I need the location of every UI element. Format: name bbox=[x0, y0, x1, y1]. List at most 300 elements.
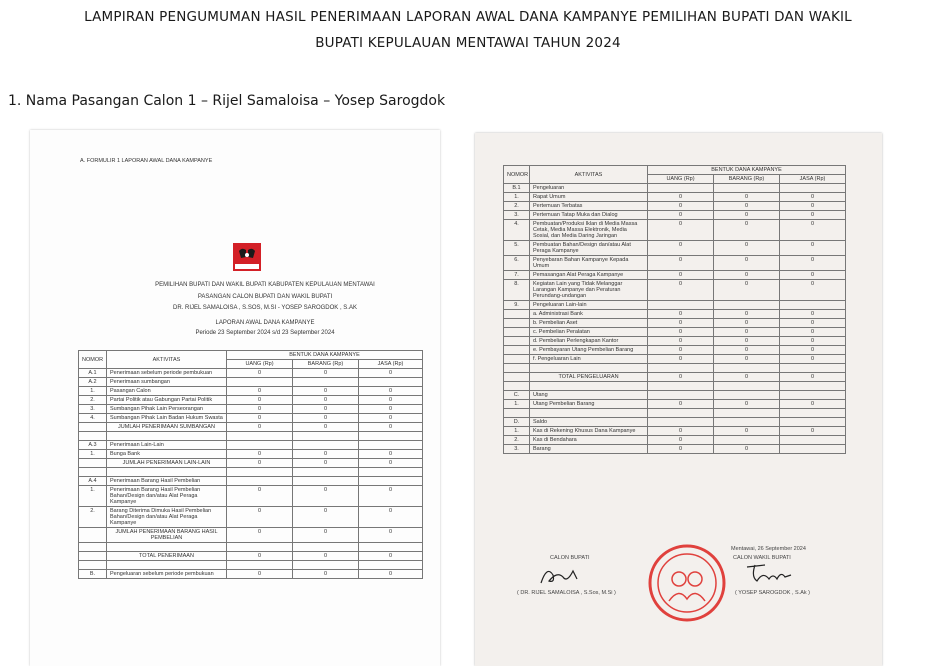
candidate-heading: 1. Nama Pasangan Calon 1 – Rijel Samaloisa – Yosep Sarogdok bbox=[8, 93, 446, 109]
row-number bbox=[504, 382, 530, 391]
row-jasa bbox=[359, 432, 423, 441]
row-barang: 0 bbox=[714, 280, 780, 301]
row-number: 2. bbox=[504, 436, 530, 445]
row-activity: Kas di Bendahara bbox=[530, 436, 648, 445]
row-barang: 0 bbox=[293, 507, 359, 528]
signature-left bbox=[537, 561, 581, 589]
row-jasa bbox=[780, 301, 846, 310]
row-uang: 0 bbox=[648, 373, 714, 382]
row-activity: Penyebaran Bahan Kampanye Kepada Umum bbox=[530, 256, 648, 271]
report-line-5: Periode 23 September 2024 s/d 23 September 2024 bbox=[195, 330, 335, 336]
table-row bbox=[79, 552, 423, 561]
row-barang: 0 bbox=[293, 396, 359, 405]
row-number bbox=[79, 468, 107, 477]
row-uang bbox=[227, 468, 293, 477]
row-barang bbox=[714, 436, 780, 445]
row-number: 8. bbox=[504, 280, 530, 301]
row-barang bbox=[714, 418, 780, 427]
row-number: 5. bbox=[504, 241, 530, 256]
row-jasa: 0 bbox=[359, 387, 423, 396]
row-number bbox=[79, 552, 107, 561]
row-uang: 0 bbox=[227, 528, 293, 543]
row-jasa: 0 bbox=[780, 373, 846, 382]
row-barang: 0 bbox=[714, 445, 780, 454]
row-barang bbox=[293, 378, 359, 387]
row-jasa: 0 bbox=[780, 427, 846, 436]
row-activity: Penerimaan sebelum periode pembukuan bbox=[107, 369, 227, 378]
table-row bbox=[79, 405, 423, 414]
row-number bbox=[79, 423, 107, 432]
row-uang: 0 bbox=[227, 552, 293, 561]
table-row bbox=[504, 202, 846, 211]
row-jasa: 0 bbox=[780, 271, 846, 280]
row-uang bbox=[227, 543, 293, 552]
row-jasa bbox=[359, 543, 423, 552]
row-activity: Barang Diterima Dimuka Hasil Pembelian Bahan/Design dan/atau Alat Peraga Kampanye bbox=[107, 507, 227, 528]
row-activity bbox=[107, 561, 227, 570]
row-number: A.2 bbox=[79, 378, 107, 387]
table-row bbox=[79, 570, 423, 579]
row-barang bbox=[293, 543, 359, 552]
row-uang: 0 bbox=[648, 328, 714, 337]
col-nomor: NOMOR bbox=[79, 351, 107, 369]
table-row bbox=[504, 193, 846, 202]
table-row bbox=[504, 355, 846, 364]
row-number: A.1 bbox=[79, 369, 107, 378]
sign-left-title: CALON BUPATI bbox=[550, 555, 590, 561]
row-uang bbox=[227, 432, 293, 441]
row-jasa bbox=[780, 364, 846, 373]
row-number: 1. bbox=[79, 486, 107, 507]
row-number bbox=[504, 328, 530, 337]
table-row bbox=[79, 477, 423, 486]
row-activity: JUMLAH PENERIMAAN SUMBANGAN bbox=[107, 423, 227, 432]
row-uang: 0 bbox=[648, 436, 714, 445]
row-number: 1. bbox=[504, 193, 530, 202]
row-barang: 0 bbox=[293, 570, 359, 579]
row-activity: e. Pembayaran Utang Pembelian Barang bbox=[530, 346, 648, 355]
table-row bbox=[79, 432, 423, 441]
table-row bbox=[504, 436, 846, 445]
row-barang: 0 bbox=[293, 423, 359, 432]
table-row bbox=[79, 543, 423, 552]
row-activity: Kas di Rekening Khusus Dana Kampanye bbox=[530, 427, 648, 436]
col-barang: BARANG (Rp) bbox=[293, 360, 359, 369]
table-row bbox=[504, 382, 846, 391]
row-activity bbox=[530, 364, 648, 373]
row-number bbox=[79, 543, 107, 552]
row-number: 3. bbox=[504, 445, 530, 454]
row-activity: Penerimaan Barang Hasil Pembelian Bahan/Design dan/atau Alat Peraga Kampanye bbox=[107, 486, 227, 507]
row-jasa: 0 bbox=[780, 310, 846, 319]
row-barang: 0 bbox=[293, 369, 359, 378]
table-row bbox=[504, 391, 846, 400]
row-uang: 0 bbox=[227, 507, 293, 528]
table-row bbox=[79, 468, 423, 477]
row-barang: 0 bbox=[293, 405, 359, 414]
row-number: 1. bbox=[504, 400, 530, 409]
row-uang bbox=[227, 477, 293, 486]
row-number: 9. bbox=[504, 301, 530, 310]
row-jasa: 0 bbox=[780, 319, 846, 328]
row-activity bbox=[107, 432, 227, 441]
row-uang: 0 bbox=[227, 387, 293, 396]
row-barang bbox=[714, 364, 780, 373]
row-barang bbox=[714, 301, 780, 310]
row-uang bbox=[648, 301, 714, 310]
col-uang: UANG (Rp) bbox=[648, 175, 714, 184]
row-uang: 0 bbox=[648, 427, 714, 436]
row-barang: 0 bbox=[714, 241, 780, 256]
row-activity bbox=[530, 409, 648, 418]
table-row bbox=[504, 241, 846, 256]
row-jasa bbox=[780, 382, 846, 391]
col-uang: UANG (Rp) bbox=[227, 360, 293, 369]
row-jasa: 0 bbox=[359, 459, 423, 468]
row-activity: d. Pembelian Perlengkapan Kantor bbox=[530, 337, 648, 346]
row-uang: 0 bbox=[227, 405, 293, 414]
row-uang bbox=[648, 382, 714, 391]
row-uang bbox=[227, 441, 293, 450]
row-jasa bbox=[780, 445, 846, 454]
row-uang: 0 bbox=[648, 319, 714, 328]
table-row bbox=[79, 441, 423, 450]
row-jasa: 0 bbox=[780, 346, 846, 355]
row-barang: 0 bbox=[714, 256, 780, 271]
row-number: C. bbox=[504, 391, 530, 400]
row-activity: Sumbangan Pihak Lain Perseorangan bbox=[107, 405, 227, 414]
row-jasa: 0 bbox=[780, 328, 846, 337]
row-uang bbox=[648, 391, 714, 400]
table-row bbox=[504, 409, 846, 418]
row-barang: 0 bbox=[714, 337, 780, 346]
report-line-1: PEMILIHAN BUPATI DAN WAKIL BUPATI KABUPATEN KEPULAUAN MENTAWAI bbox=[155, 282, 375, 288]
title-line-1: LAMPIRAN PENGUMUMAN HASIL PENERIMAAN LAPORAN AWAL DANA KAMPANYE PEMILIHAN BUPATI DAN WAKIL bbox=[84, 9, 852, 25]
row-number: B. bbox=[79, 570, 107, 579]
table-row bbox=[504, 301, 846, 310]
row-activity: JUMLAH PENERIMAAN LAIN-LAIN bbox=[107, 459, 227, 468]
table-row bbox=[504, 346, 846, 355]
row-number: 2. bbox=[79, 396, 107, 405]
row-activity bbox=[107, 543, 227, 552]
row-barang bbox=[293, 477, 359, 486]
row-jasa bbox=[780, 184, 846, 193]
row-barang: 0 bbox=[293, 486, 359, 507]
row-activity: Pertemuan Terbatas bbox=[530, 202, 648, 211]
table-row bbox=[504, 280, 846, 301]
title-line-2: BUPATI KEPULAUAN MENTAWAI TAHUN 2024 bbox=[315, 35, 621, 51]
table-row bbox=[504, 364, 846, 373]
row-uang bbox=[648, 409, 714, 418]
row-jasa bbox=[780, 409, 846, 418]
col-nomor: NOMOR bbox=[504, 166, 530, 184]
row-jasa: 0 bbox=[359, 369, 423, 378]
sign-right-title: CALON WAKIL BUPATI bbox=[733, 555, 791, 561]
row-barang: 0 bbox=[293, 459, 359, 468]
row-number bbox=[79, 432, 107, 441]
row-activity: Pemasangan Alat Peraga Kampanye bbox=[530, 271, 648, 280]
row-number bbox=[504, 346, 530, 355]
row-activity: c. Pembelian Peralatan bbox=[530, 328, 648, 337]
row-jasa bbox=[359, 561, 423, 570]
row-jasa: 0 bbox=[359, 486, 423, 507]
row-barang bbox=[293, 468, 359, 477]
table-row bbox=[79, 378, 423, 387]
table-row bbox=[504, 271, 846, 280]
report-line-2: PASANGAN CALON BUPATI DAN WAKIL BUPATI bbox=[197, 294, 333, 300]
row-barang bbox=[293, 432, 359, 441]
row-activity: b. Pembelian Aset bbox=[530, 319, 648, 328]
row-jasa: 0 bbox=[359, 414, 423, 423]
row-barang bbox=[293, 441, 359, 450]
table-row bbox=[79, 528, 423, 543]
table-row bbox=[79, 396, 423, 405]
table-row bbox=[504, 445, 846, 454]
row-jasa: 0 bbox=[780, 280, 846, 301]
row-activity: a. Administrasi Bank bbox=[530, 310, 648, 319]
row-uang: 0 bbox=[227, 570, 293, 579]
row-number bbox=[504, 319, 530, 328]
report-line-4: LAPORAN AWAL DANA KAMPANYE bbox=[215, 320, 315, 326]
row-activity: Rapat Umum bbox=[530, 193, 648, 202]
right-report-page bbox=[475, 133, 882, 666]
receipts-table bbox=[78, 350, 423, 579]
official-stamp-icon bbox=[647, 543, 727, 623]
col-aktivitas: AKTIVITAS bbox=[530, 166, 648, 184]
col-bentuk: BENTUK DANA KAMPANYE bbox=[648, 166, 846, 175]
row-barang: 0 bbox=[293, 528, 359, 543]
row-uang: 0 bbox=[227, 414, 293, 423]
row-activity bbox=[107, 468, 227, 477]
table-row bbox=[504, 256, 846, 271]
row-jasa bbox=[359, 378, 423, 387]
form-header: A. FORMULIR 1 LAPORAN AWAL DANA KAMPANYE bbox=[80, 158, 213, 164]
row-barang: 0 bbox=[714, 220, 780, 241]
row-number: 2. bbox=[79, 507, 107, 528]
row-number bbox=[504, 355, 530, 364]
row-activity: JUMLAH PENERIMAAN BARANG HASIL PEMBELIAN bbox=[107, 528, 227, 543]
row-jasa: 0 bbox=[780, 202, 846, 211]
row-jasa: 0 bbox=[780, 220, 846, 241]
row-activity: Pengeluaran sebelum periode pembukuan bbox=[107, 570, 227, 579]
row-number bbox=[79, 528, 107, 543]
row-jasa bbox=[780, 418, 846, 427]
row-number: 1. bbox=[79, 450, 107, 459]
row-barang: 0 bbox=[714, 202, 780, 211]
table-row bbox=[79, 423, 423, 432]
row-number bbox=[504, 373, 530, 382]
row-number: 3. bbox=[504, 211, 530, 220]
table-row bbox=[504, 220, 846, 241]
row-jasa: 0 bbox=[359, 552, 423, 561]
row-number: 6. bbox=[504, 256, 530, 271]
row-jasa: 0 bbox=[359, 405, 423, 414]
row-activity: Utang bbox=[530, 391, 648, 400]
row-barang: 0 bbox=[714, 328, 780, 337]
table-row bbox=[504, 418, 846, 427]
row-jasa: 0 bbox=[359, 423, 423, 432]
row-activity: Utang Pembelian Barang bbox=[530, 400, 648, 409]
table-row bbox=[79, 486, 423, 507]
row-activity: Pasangan Calon bbox=[107, 387, 227, 396]
table-row bbox=[504, 427, 846, 436]
report-line-3: DR. RIJEL SAMALOISA , S.SOS, M.SI - YOSEP SAROGDOK , S.AK bbox=[173, 305, 357, 311]
col-aktivitas: AKTIVITAS bbox=[107, 351, 227, 369]
row-activity: Penerimaan Barang Hasil Pembelian bbox=[107, 477, 227, 486]
row-uang: 0 bbox=[648, 445, 714, 454]
row-number bbox=[504, 364, 530, 373]
row-activity: Pengeluaran Lain-lain bbox=[530, 301, 648, 310]
row-barang: 0 bbox=[714, 427, 780, 436]
row-jasa bbox=[359, 441, 423, 450]
row-activity: Pembuatan/Produksi Iklan di Media Massa Cetak, Media Massa Elektronik, Media Sosial, dan Media Daring Jaringan bbox=[530, 220, 648, 241]
table-row bbox=[504, 337, 846, 346]
row-uang: 0 bbox=[227, 486, 293, 507]
row-uang: 0 bbox=[648, 211, 714, 220]
row-number bbox=[79, 561, 107, 570]
row-uang: 0 bbox=[648, 256, 714, 271]
col-barang: BARANG (Rp) bbox=[714, 175, 780, 184]
col-jasa: JASA (Rp) bbox=[359, 360, 423, 369]
row-activity: Penerimaan sumbangan bbox=[107, 378, 227, 387]
row-uang: 0 bbox=[648, 346, 714, 355]
row-activity: Barang bbox=[530, 445, 648, 454]
row-number: 1. bbox=[504, 427, 530, 436]
row-barang: 0 bbox=[714, 193, 780, 202]
row-jasa: 0 bbox=[780, 355, 846, 364]
row-barang bbox=[714, 184, 780, 193]
row-jasa bbox=[359, 477, 423, 486]
row-uang: 0 bbox=[648, 355, 714, 364]
table-row bbox=[79, 561, 423, 570]
table-row bbox=[504, 319, 846, 328]
row-barang: 0 bbox=[714, 373, 780, 382]
row-barang: 0 bbox=[293, 387, 359, 396]
row-activity: Partai Politik atau Gabungan Partai Politik bbox=[107, 396, 227, 405]
row-barang: 0 bbox=[714, 355, 780, 364]
row-uang bbox=[227, 378, 293, 387]
row-uang bbox=[648, 184, 714, 193]
sign-left-name: ( DR. RIJEL SAMALOISA , S.Sos, M.Si ) bbox=[517, 590, 616, 596]
row-jasa: 0 bbox=[359, 396, 423, 405]
expenditures-table bbox=[503, 165, 846, 454]
row-activity: Pembuatan Bahan/Design dan/atau Alat Peraga Kampanye bbox=[530, 241, 648, 256]
row-activity bbox=[530, 382, 648, 391]
row-number bbox=[79, 459, 107, 468]
col-jasa: JASA (Rp) bbox=[780, 175, 846, 184]
row-jasa bbox=[780, 391, 846, 400]
row-jasa bbox=[359, 468, 423, 477]
table-row bbox=[79, 507, 423, 528]
row-number: 3. bbox=[79, 405, 107, 414]
row-activity: Bunga Bank bbox=[107, 450, 227, 459]
row-jasa: 0 bbox=[780, 400, 846, 409]
table-row bbox=[79, 450, 423, 459]
table-row bbox=[504, 400, 846, 409]
row-activity: f. Pengeluaran Lain bbox=[530, 355, 648, 364]
row-uang: 0 bbox=[648, 310, 714, 319]
table-row bbox=[504, 211, 846, 220]
row-jasa: 0 bbox=[359, 450, 423, 459]
row-uang bbox=[227, 561, 293, 570]
row-jasa: 0 bbox=[780, 337, 846, 346]
row-number: A.3 bbox=[79, 441, 107, 450]
row-activity: TOTAL PENERIMAAN bbox=[107, 552, 227, 561]
row-activity: TOTAL PENGELUARAN bbox=[530, 373, 648, 382]
table-row bbox=[79, 387, 423, 396]
row-number bbox=[504, 310, 530, 319]
row-barang bbox=[293, 561, 359, 570]
row-uang: 0 bbox=[227, 369, 293, 378]
table-row bbox=[79, 369, 423, 378]
row-jasa bbox=[780, 436, 846, 445]
row-number: B.1 bbox=[504, 184, 530, 193]
row-barang: 0 bbox=[714, 211, 780, 220]
row-activity: Saldo bbox=[530, 418, 648, 427]
document-title bbox=[0, 4, 936, 56]
row-barang: 0 bbox=[714, 346, 780, 355]
sign-right-name: ( YOSEP SAROGDOK , S.Ak ) bbox=[735, 590, 810, 596]
row-jasa: 0 bbox=[359, 507, 423, 528]
left-report-page bbox=[30, 130, 440, 666]
row-uang: 0 bbox=[648, 241, 714, 256]
row-number: 1. bbox=[79, 387, 107, 396]
row-barang: 0 bbox=[714, 400, 780, 409]
row-number: A.4 bbox=[79, 477, 107, 486]
row-number: 4. bbox=[504, 220, 530, 241]
row-number: 2. bbox=[504, 202, 530, 211]
row-uang: 0 bbox=[227, 423, 293, 432]
row-barang bbox=[714, 409, 780, 418]
row-number: D. bbox=[504, 418, 530, 427]
row-barang: 0 bbox=[293, 552, 359, 561]
party-logo-icon bbox=[233, 243, 261, 271]
row-jasa: 0 bbox=[780, 211, 846, 220]
table-row bbox=[79, 459, 423, 468]
row-jasa: 0 bbox=[780, 241, 846, 256]
sign-right-date: Mentawai, 26 September 2024 bbox=[731, 546, 806, 552]
row-activity: Penerimaan Lain-Lain bbox=[107, 441, 227, 450]
row-barang bbox=[714, 391, 780, 400]
row-uang: 0 bbox=[648, 400, 714, 409]
row-jasa: 0 bbox=[780, 193, 846, 202]
row-jasa: 0 bbox=[359, 570, 423, 579]
row-jasa: 0 bbox=[780, 256, 846, 271]
table-row bbox=[504, 310, 846, 319]
row-uang: 0 bbox=[227, 450, 293, 459]
row-uang: 0 bbox=[648, 280, 714, 301]
row-activity: Sumbangan Pihak Lain Badan Hukum Swasta bbox=[107, 414, 227, 423]
row-uang: 0 bbox=[648, 202, 714, 211]
table-row bbox=[79, 414, 423, 423]
row-activity: Kegiatan Lain yang Tidak Melanggar Larangan Kampanye dan Peraturan Perundang-undangan bbox=[530, 280, 648, 301]
row-activity: Pengeluaran bbox=[530, 184, 648, 193]
row-barang bbox=[714, 382, 780, 391]
row-barang: 0 bbox=[714, 319, 780, 328]
row-number bbox=[504, 409, 530, 418]
row-uang: 0 bbox=[648, 193, 714, 202]
row-uang bbox=[648, 418, 714, 427]
table-row bbox=[504, 328, 846, 337]
row-uang: 0 bbox=[648, 271, 714, 280]
table-row bbox=[504, 184, 846, 193]
table-row bbox=[504, 373, 846, 382]
row-uang: 0 bbox=[648, 220, 714, 241]
row-uang: 0 bbox=[227, 459, 293, 468]
col-bentuk: BENTUK DANA KAMPANYE bbox=[227, 351, 423, 360]
row-uang: 0 bbox=[227, 396, 293, 405]
row-number: 4. bbox=[79, 414, 107, 423]
